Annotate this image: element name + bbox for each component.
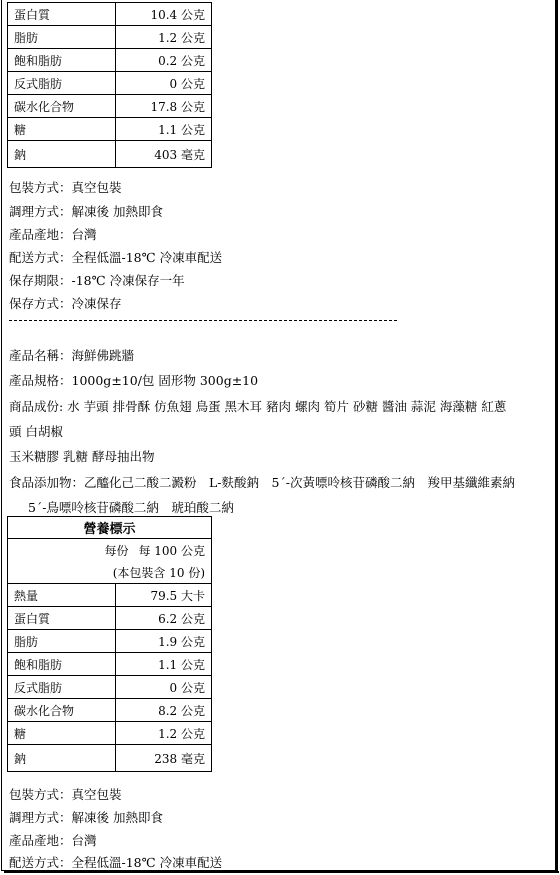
delivery-info: 配送方式：全程低溫-18℃ 冷凍車配送 xyxy=(9,250,223,265)
table-row xyxy=(8,676,212,699)
per-100g-label: 每 100 公克 xyxy=(138,544,205,559)
nutrient-value: 0.2 公克 xyxy=(116,49,212,72)
nutrient-value: 403 毫克 xyxy=(116,141,212,168)
shelf-life-info: 保存期限：-18℃ 冷凍保存一年 xyxy=(9,273,185,288)
ingredients: 商品成份: 水 芋頭 排骨酥 仿魚翅 鳥蛋 黑木耳 豬肉 螺肉 筍片 砂糖 醬油 蒜泥 海藻糖 紅蔥 xyxy=(9,399,507,414)
nutrient-value: 79.5 大卡 xyxy=(116,584,212,607)
table-row xyxy=(8,49,212,72)
table-row xyxy=(8,95,212,118)
nutrient-value: 1.9 公克 xyxy=(116,630,212,653)
nutrient-value: 1.1 公克 xyxy=(116,653,212,676)
product-spec: 產品規格：1000g±10/包 固形物 300g±10 xyxy=(9,373,259,388)
storage-info: 保存方式：冷凍保存 xyxy=(9,296,122,311)
preparation-info: 調理方式：解凍後 加熱即食 xyxy=(9,204,163,219)
nutrient-value: 6.2 公克 xyxy=(116,607,212,630)
nutrition-table-2 xyxy=(7,516,212,772)
serving-header xyxy=(8,539,212,563)
nutrient-name: 碳水化合物 xyxy=(8,699,116,722)
table-row xyxy=(8,699,212,722)
nutrient-name: 飽和脂肪 xyxy=(8,49,116,72)
nutrient-name: 飽和脂肪 xyxy=(8,653,116,676)
nutrient-value: 1.1 公克 xyxy=(116,118,212,141)
per-serving-label: 每份 xyxy=(104,544,129,559)
table-header-row xyxy=(8,539,212,563)
nutrient-value: 238 毫克 xyxy=(116,745,212,772)
nutrient-name: 脂肪 xyxy=(8,630,116,653)
nutrient-name: 蛋白質 xyxy=(8,607,116,630)
frame-shadow-right xyxy=(556,0,558,871)
food-additives: 食品添加物：乙醯化己二酸二澱粉 L-麩酸鈉 5΄-次黃嘌呤核苷磷酸二納 羧甲基纖維素納 xyxy=(9,475,515,490)
table-row xyxy=(8,118,212,141)
nutrient-value: 0 公克 xyxy=(116,72,212,95)
nutrient-name: 糖 xyxy=(8,118,116,141)
table-title-row xyxy=(8,517,212,539)
servings-note: (本包裝含 10 份) xyxy=(8,563,212,584)
section-divider xyxy=(9,320,397,321)
ingredients-cont: 頭 白胡椒 xyxy=(9,424,63,439)
origin-info: 產品產地：台灣 xyxy=(9,833,97,848)
nutrient-name: 熱量 xyxy=(8,584,116,607)
table-row xyxy=(8,653,212,676)
nutrient-name: 蛋白質 xyxy=(8,3,116,26)
product-name: 產品名稱：海鮮佛跳牆 xyxy=(9,348,135,363)
table-row xyxy=(8,722,212,745)
table-row xyxy=(8,607,212,630)
origin-info: 產品產地：台灣 xyxy=(9,227,97,242)
nutrient-name: 反式脂肪 xyxy=(8,72,116,95)
nutrient-name: 脂肪 xyxy=(8,26,116,49)
table-title: 營養標示 xyxy=(8,517,212,539)
nutrient-value: 10.4 公克 xyxy=(116,3,212,26)
table-row xyxy=(8,141,212,168)
nutrient-value: 17.8 公克 xyxy=(116,95,212,118)
nutrient-name: 鈉 xyxy=(8,141,116,168)
nutrient-name: 反式脂肪 xyxy=(8,676,116,699)
table-row xyxy=(8,745,212,772)
food-additives-cont: 5΄-鳥嘌呤核苷磷酸二納 琥珀酸二納 xyxy=(28,500,234,515)
table-row xyxy=(8,630,212,653)
nutrient-value: 0 公克 xyxy=(116,676,212,699)
packaging-info: 包裝方式：真空包裝 xyxy=(9,180,122,195)
nutrient-name: 鈉 xyxy=(8,745,116,772)
nutrient-name: 糖 xyxy=(8,722,116,745)
frame-shadow-bottom xyxy=(4,871,559,873)
table-row xyxy=(8,72,212,95)
nutrient-name: 碳水化合物 xyxy=(8,95,116,118)
table-row xyxy=(8,584,212,607)
nutrient-value: 1.2 公克 xyxy=(116,722,212,745)
table-header-row xyxy=(8,563,212,584)
table-row xyxy=(8,26,212,49)
delivery-info: 配送方式：全程低溫-18℃ 冷凍車配送 xyxy=(9,855,223,870)
nutrient-value: 1.2 公克 xyxy=(116,26,212,49)
nutrient-value: 8.2 公克 xyxy=(116,699,212,722)
preparation-info: 調理方式：解凍後 加熱即食 xyxy=(9,810,163,825)
table-row xyxy=(8,3,212,26)
nutrition-table-1 xyxy=(7,2,212,168)
ingredients-cont: 玉米糖膠 乳糖 酵母抽出物 xyxy=(9,449,155,464)
packaging-info: 包裝方式：真空包裝 xyxy=(9,787,122,802)
